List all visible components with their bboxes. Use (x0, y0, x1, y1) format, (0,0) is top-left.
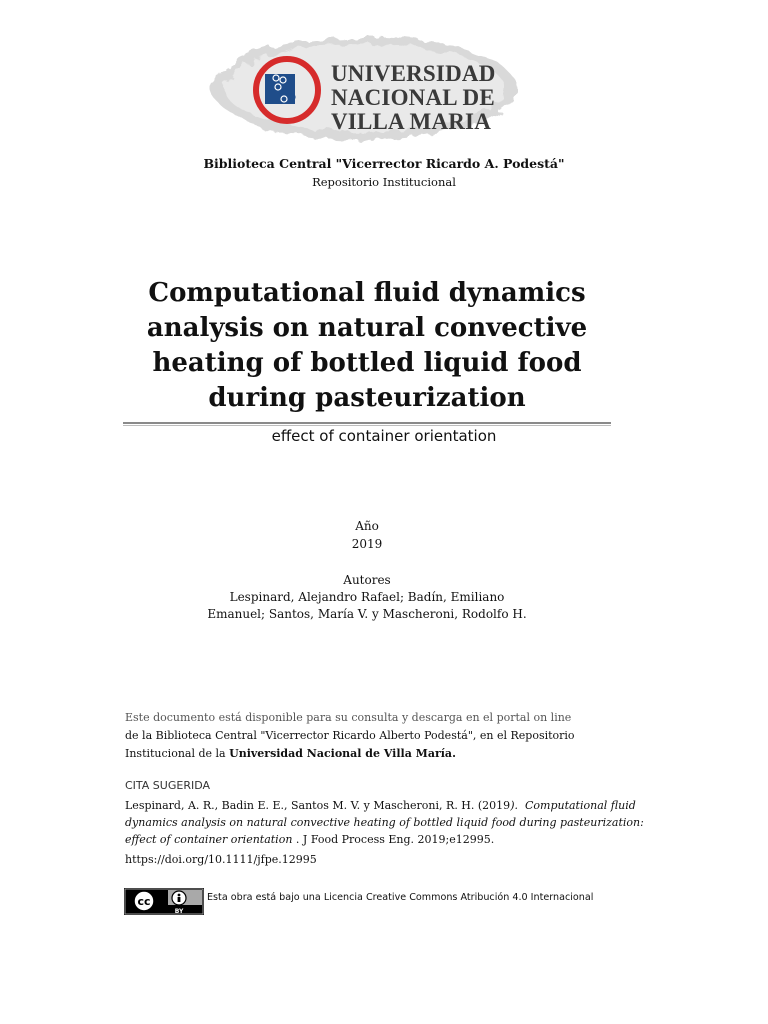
availability-line-1: Este documento está disponible para su consulta y descarga en el portal on line (125, 711, 572, 724)
document-title: Computational fluid dynamics analysis on natural convective heating of bottled liquid food during pasteurization (146, 278, 588, 413)
logo-line-1: UNIVERSIDAD (331, 61, 496, 86)
authors-label: Autores (343, 573, 391, 587)
availability-line-2: de la Biblioteca Central "Vicerrector Ricardo Alberto Podestá", en el Repositorio (125, 729, 575, 742)
repository-name: Repositorio Institucional (312, 175, 456, 189)
availability-line-3-prefix: Institucional de la (125, 747, 230, 760)
title-divider (123, 422, 611, 424)
citation-text (125, 797, 665, 848)
year-value: 2019 (351, 537, 383, 551)
citation-authors: Lespinard, A. R., Badin E. E., Santos M. V. y Mascheroni, R. H. (2019 (125, 799, 511, 812)
title-divider-shadow (123, 425, 611, 426)
citation-label: CITA SUGERIDA (125, 779, 211, 792)
cc-badge-cc-text: cc (137, 895, 151, 908)
cc-badge-graphic (124, 888, 204, 915)
creative-commons-by-icon[interactable] (124, 888, 204, 915)
doi-link[interactable]: https://doi.org/10.1111/jfpe.12995 (125, 853, 317, 866)
authors-line-2: Emanuel; Santos, María V. y Mascheroni, Rodolfo H. (207, 607, 527, 621)
university-logo (205, 28, 523, 148)
logo-line-2: NACIONAL DE (331, 85, 495, 110)
library-name: Biblioteca Central "Vicerrector Ricardo A. Podestá" (203, 156, 565, 171)
document-subtitle: effect of container orientation (271, 427, 497, 445)
citation-paren-close: ). (510, 799, 518, 812)
citation-journal: . J Food Process Eng. 2019;e12995. (292, 833, 495, 846)
year-label: Año (355, 519, 379, 533)
citation-title: Computational fluid dynamics analysis on natural convective heating of bottled liquid food during pasteurization: effect of container orientation (125, 799, 644, 846)
authors-line-1: Lespinard, Alejandro Rafael; Badín, Emiliano (229, 590, 505, 604)
university-name-bold: Universidad Nacional de Villa María. (229, 747, 456, 760)
availability-line-3 (125, 745, 456, 763)
cc-badge-by-text: BY (174, 908, 184, 915)
logo-line-3: VILLA MARIA (331, 109, 492, 134)
logo-text (331, 62, 496, 134)
university-emblem-icon (247, 50, 327, 130)
license-text: Esta obra está bajo una Licencia Creative Commons Atribución 4.0 Internacional (207, 892, 594, 903)
